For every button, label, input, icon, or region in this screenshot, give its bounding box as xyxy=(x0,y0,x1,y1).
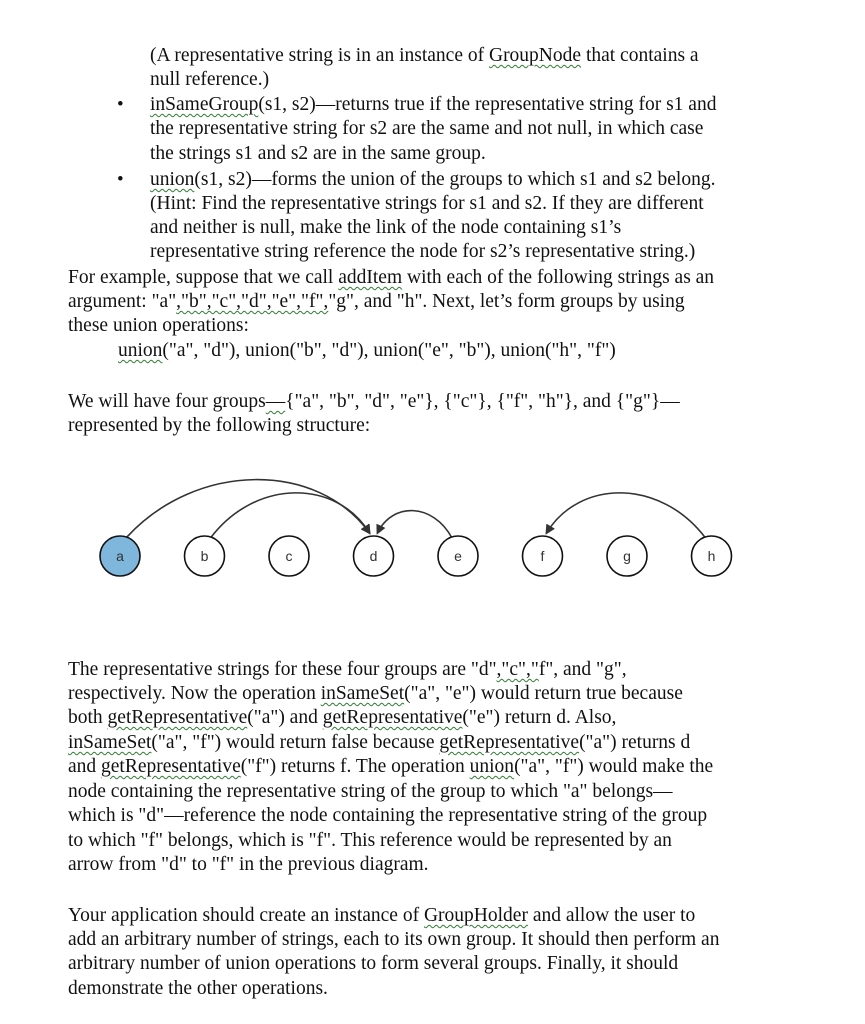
text-run: ("e") return d. Also, xyxy=(462,707,617,728)
node-label: d xyxy=(369,548,378,564)
text-run: ("a", "f") would make the xyxy=(514,756,714,777)
text-line xyxy=(68,414,370,438)
text-run: both xyxy=(68,707,108,728)
text-line xyxy=(68,904,695,928)
text-run: represented by the following structure: xyxy=(68,415,371,436)
text-run: add an arbitrary number of strings, each to its own group. It should then perform an xyxy=(68,929,720,950)
text-run: with each of the following strings as an xyxy=(402,267,715,288)
node-d xyxy=(354,536,394,576)
text-run: (s1, s2)—returns true if the representative string for s1 and xyxy=(258,94,717,115)
text-run: arbitrary number of union operations to form several groups. Finally, it should xyxy=(68,953,679,974)
node-e xyxy=(438,536,478,576)
text-run: Your application should create an instance of xyxy=(68,905,424,926)
text-run: null reference.) xyxy=(150,69,270,90)
text-run: and neither is null, make the link of the node containing s1’s xyxy=(150,217,622,238)
text-line xyxy=(150,192,704,216)
text-line xyxy=(150,142,486,166)
node-label: g xyxy=(623,548,631,564)
text-run: The representative strings for these four groups are "d" xyxy=(68,659,497,680)
flagged-word: inSameSet xyxy=(320,683,405,704)
text-line xyxy=(68,290,685,314)
node-label: e xyxy=(454,548,462,564)
text-run: f", and "g", xyxy=(538,659,627,680)
text-line xyxy=(68,682,683,706)
text-run: node containing the representative string of the group to which "a" belongs— xyxy=(68,781,673,802)
text-line xyxy=(150,44,699,68)
text-run: We will have four groups xyxy=(68,391,266,412)
text-run: ("a") returns d xyxy=(579,732,691,753)
text-run: demonstrate the other operations. xyxy=(68,978,328,999)
node-label: f xyxy=(540,548,545,564)
flagged-word: getRepresentative xyxy=(101,756,241,777)
text-run: ("a", "e") would return true because xyxy=(404,683,683,704)
text-run: and xyxy=(68,756,102,777)
text-run: the representative string for s2 are the same and not null, in which case xyxy=(150,118,704,139)
group-structure-diagram xyxy=(0,470,865,610)
text-run: (s1, s2)—forms the union of the groups to which s1 and s2 belong. xyxy=(194,169,716,190)
flagged-word: — xyxy=(265,391,286,412)
text-line xyxy=(150,117,703,141)
flagged-word: inSameGroup xyxy=(150,94,259,115)
text-run: the strings s1 and s2 are in the same group. xyxy=(150,143,486,164)
text-line xyxy=(68,804,707,828)
text-run: argument: "a" xyxy=(68,291,177,312)
node-label: h xyxy=(707,548,716,564)
text-run: that contains a xyxy=(581,45,699,66)
text-line xyxy=(68,952,678,976)
text-line xyxy=(68,731,690,755)
node-b xyxy=(185,536,225,576)
text-run: For example, suppose that we call xyxy=(68,267,339,288)
text-run: which is "d"—reference the node containing the representative string of the group xyxy=(68,805,708,826)
flagged-word: ,"c"," xyxy=(496,659,539,680)
text-run: "g", and "h". Next, let’s form groups by using xyxy=(328,291,685,312)
node-g xyxy=(607,536,647,576)
node-label: a xyxy=(116,548,124,564)
flagged-word: inSameSet xyxy=(68,732,152,753)
text-run: (A representative string is in an instance of xyxy=(150,45,489,66)
flagged-word: getRepresentative xyxy=(107,707,248,728)
text-line xyxy=(68,314,249,338)
text-run: ("a") and xyxy=(247,707,323,728)
text-line xyxy=(68,928,719,952)
text-run: ("a", "d"), union("b", "d"), union("e", "b"), union("h", "f") xyxy=(162,340,616,361)
flagged-word: union xyxy=(150,169,195,190)
flagged-word: ,"b","c","d","e","f", xyxy=(176,291,329,312)
text-line xyxy=(68,829,672,853)
node-label: c xyxy=(285,548,293,564)
node-a xyxy=(100,536,140,576)
flagged-word: union xyxy=(469,756,515,777)
text-line xyxy=(150,93,716,117)
text-run: arrow from "d" to "f" in the previous diagram. xyxy=(68,854,429,875)
flagged-word: union xyxy=(118,340,163,361)
text-line xyxy=(150,68,269,92)
bullet: • xyxy=(117,169,124,190)
bullet: • xyxy=(117,94,124,115)
text-line xyxy=(68,266,714,290)
text-run: representative string reference the node for s2’s representative string.) xyxy=(150,241,696,262)
text-run: ("a", "f") would return false because xyxy=(151,732,440,753)
text-run: these union operations: xyxy=(68,315,249,336)
text-line xyxy=(118,339,616,363)
text-run: (Hint: Find the representative strings for s1 and s2. If they are different xyxy=(150,193,704,214)
text-run: ("f") returns f. The operation xyxy=(240,756,470,777)
flagged-word: getRepresentative xyxy=(322,707,463,728)
node-label: b xyxy=(200,548,209,564)
link-arrow-h-to-f xyxy=(547,493,706,538)
link-arrow-e-to-d xyxy=(378,511,453,538)
flagged-word: GroupNode xyxy=(488,45,582,66)
text-line xyxy=(68,977,328,1001)
text-run: and allow the user to xyxy=(527,905,696,926)
flagged-word: GroupHolder xyxy=(423,905,528,926)
link-arrow-a-to-d xyxy=(126,480,370,538)
flagged-word: getRepresentative xyxy=(439,732,580,753)
text-run: respectively. Now the operation xyxy=(68,683,321,704)
node-c xyxy=(269,536,309,576)
text-line xyxy=(150,168,715,192)
text-line xyxy=(150,240,695,264)
text-line xyxy=(68,390,680,414)
link-arrow-b-to-d xyxy=(211,493,370,538)
text-line xyxy=(68,706,616,730)
text-line xyxy=(150,216,621,240)
node-h xyxy=(692,536,732,576)
text-line xyxy=(68,658,627,682)
text-run: to which "f" belongs, which is "f". This reference would be represented by an xyxy=(68,830,672,851)
flagged-word: addItem xyxy=(338,267,403,288)
text-line xyxy=(68,780,673,804)
node-f xyxy=(523,536,563,576)
text-line xyxy=(68,755,713,779)
text-run: {"a", "b", "d", "e"}, {"c"}, {"f", "h"}, and {"g"}— xyxy=(285,391,680,412)
text-line xyxy=(68,853,429,877)
